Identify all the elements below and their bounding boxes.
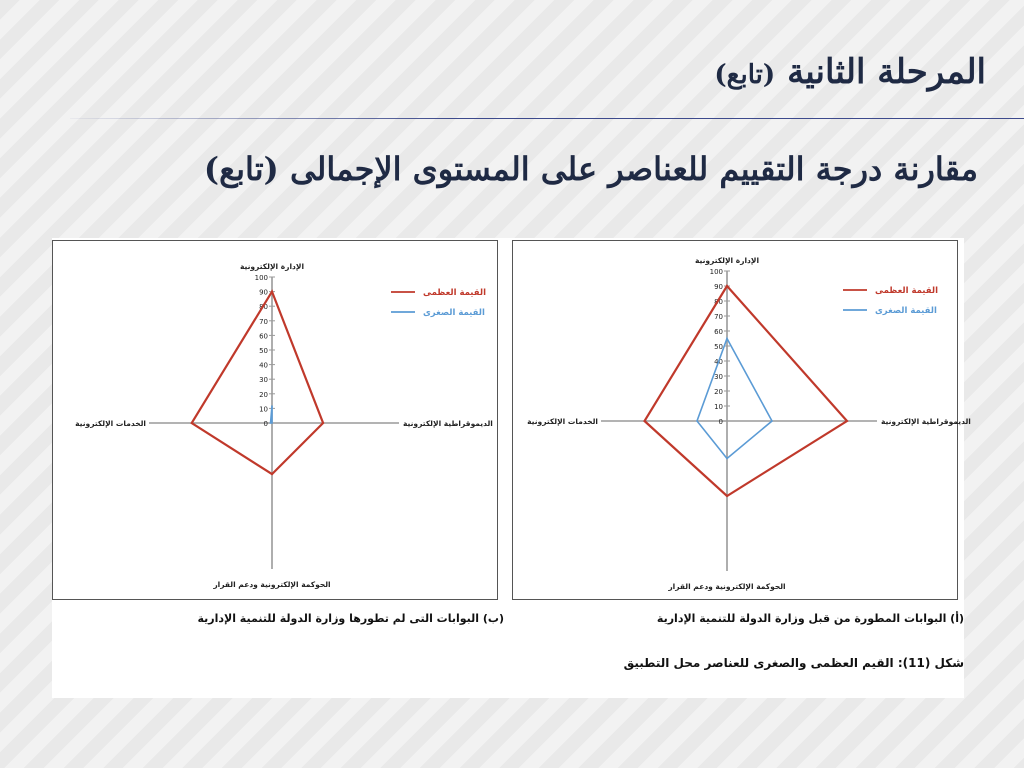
tick-label: 30 bbox=[714, 373, 723, 381]
title-divider bbox=[70, 118, 1024, 119]
tick-label: 20 bbox=[714, 388, 723, 396]
axis-label-right: الديموقراطية الإلكترونية bbox=[881, 417, 971, 426]
figure-panel bbox=[52, 238, 971, 698]
tick-label: 100 bbox=[254, 274, 268, 282]
tick-label: 90 bbox=[259, 288, 268, 297]
chart-b-caption: (ب) البوابات التى لم تطورها وزارة الدولة للتنمية الإدارية bbox=[197, 612, 504, 625]
slide-title bbox=[714, 52, 986, 92]
axis-label-bottom: الحوكمة الإلكترونية ودعم القرار bbox=[213, 580, 331, 589]
tick-label: 80 bbox=[259, 303, 268, 312]
legend-label: القيمة العظمى bbox=[423, 288, 486, 298]
series-polygon-max bbox=[192, 292, 323, 475]
tick-label: 50 bbox=[259, 347, 268, 355]
axis-label-right: الديموقراطية الإلكترونية bbox=[403, 419, 493, 428]
tick-label: 70 bbox=[259, 317, 268, 326]
legend-label: القيمة العظمى bbox=[875, 286, 938, 296]
tick-label: 90 bbox=[714, 283, 723, 291]
legend-label: القيمة الصغرى bbox=[423, 308, 485, 318]
tick-label: 20 bbox=[259, 390, 268, 399]
title-suffix: (تابع) bbox=[714, 60, 776, 90]
axis-label-left: الخدمات الإلكترونية bbox=[527, 417, 598, 426]
radar-chart-b bbox=[53, 241, 497, 599]
axis-label-top: الإدارة الإلكترونية bbox=[239, 262, 305, 271]
tick-label: 100 bbox=[709, 268, 723, 276]
figure-caption: شكل (11): القيم العظمى والصغرى للعناصر محل التطبيق bbox=[623, 656, 964, 670]
chart-a-caption: (أ) البوابات المطورة من قبل وزارة الدولة للتنمية الإدارية bbox=[656, 612, 964, 625]
series-polygon-max bbox=[645, 286, 848, 496]
series-polygon-min bbox=[697, 339, 772, 459]
tick-label: 60 bbox=[259, 332, 268, 341]
tick-label: 0 bbox=[718, 418, 723, 426]
tick-label: 10 bbox=[259, 405, 268, 414]
title-text: المرحلة الثانية bbox=[787, 52, 986, 92]
axis-label-bottom: الحوكمة الإلكترونية ودعم القرار bbox=[668, 582, 786, 591]
radar-chart-a bbox=[513, 241, 971, 599]
tick-label: 40 bbox=[259, 361, 268, 370]
radar-chart-a-frame bbox=[512, 240, 971, 600]
tick-label: 70 bbox=[714, 313, 723, 321]
tick-label: 30 bbox=[259, 376, 268, 385]
radar-chart-b-frame bbox=[52, 240, 498, 600]
tick-label: 80 bbox=[714, 298, 723, 306]
tick-label: 40 bbox=[714, 358, 723, 366]
axis-label-left: الخدمات الإلكترونية bbox=[75, 419, 146, 428]
axis-label-top: الإدارة الإلكترونية bbox=[694, 256, 760, 265]
slide-subtitle: مقارنة درجة التقييم للعناصر على المستوى الإجمالى (تابع) bbox=[203, 150, 978, 188]
tick-label: 0 bbox=[263, 420, 268, 428]
legend-label: القيمة الصغرى bbox=[875, 306, 937, 316]
tick-label: 10 bbox=[714, 403, 723, 411]
tick-label: 50 bbox=[714, 343, 723, 351]
tick-label: 60 bbox=[714, 328, 723, 336]
